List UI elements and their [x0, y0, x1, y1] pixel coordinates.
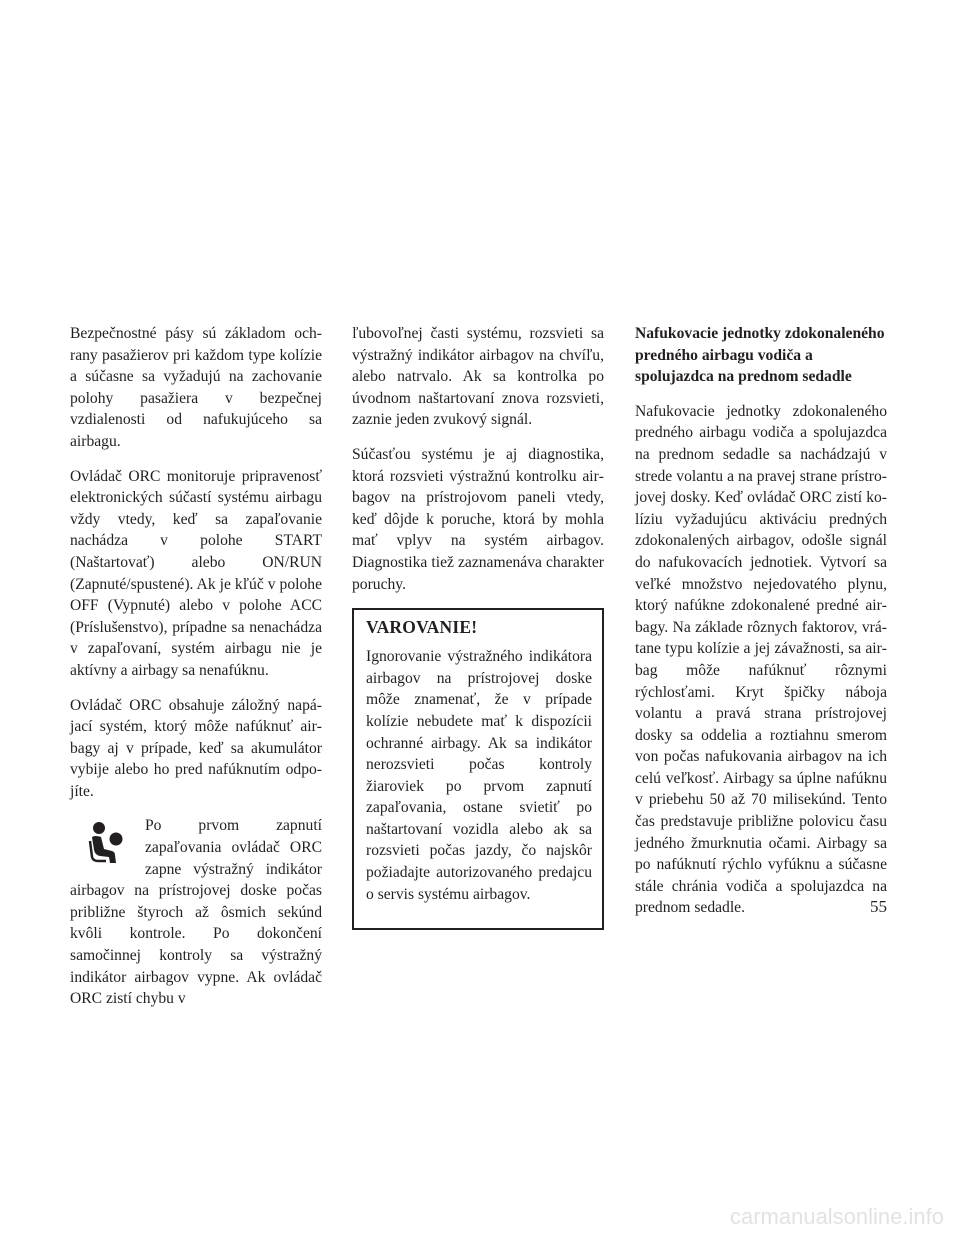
airbag-inflation-paragraph: Nafukovacie jednotky zdokonaleného predného airbagu vodiča a spolujazdca na prednom sedadle sa nachádzajú v strede volantu a na pravej strane prístrojovej dosky. Keď ovládač ORC zistí kolíziu vyžadujúcu aktiváciu predných zdokonalených airbagov, odošle signál do nafukovacích jednotiek. Vytvorí sa veľké množstvo nejedovatého plynu, ktorý nafúkne zdokonalené predné airbagy. Na základe rôznych faktorov, vrátane typu kolízie a jej závažnosti, sa airbag môže nafúknuť rôznymi rýchlosťami. Kryt špičky náboja volantu a pravá strana prístrojovej dosky sa oddelia a roztiahnu smerom von počas nafukovania airbagov na ich celú veľkosť. Airbagy sa úplne nafúknu v priebehu 50 až 70 milisekúnd. Tento čas predstavuje približne polovicu času jedného žmurknutia očami. Airbagy sa po nafúknutí rýchlo vyfúknu a súčasne stále chránia vodiča a spolujazdca na prednom sedadle. [635, 402, 887, 917]
diagnostics-paragraph: Súčasťou systému je aj diagnostika, ktorá rozsvieti výstražnú kontrolku airbagov na prístrojovom paneli vtedy, keď dôjde k poruche, ktorá by mohla mať vplyv na systém airbagov. Diagnostika tiež zaznamenáva charakter poruchy. [352, 445, 604, 593]
column-left [70, 323, 322, 1023]
fault-indication-paragraph: ľubovoľnej časti systému, rozsvieti sa výstražný indikátor airbagov na chvíľu, alebo natrvalo. Ak sa kontrolka po úvodnom naštartovaní znova rozsvieti, zaznie jeden zvukový signál. [352, 325, 604, 429]
airbag-warning-icon [82, 817, 130, 867]
airbag-indicator-paragraph [70, 815, 322, 1009]
warning-box [352, 608, 604, 930]
column-middle [352, 323, 604, 930]
warning-title: VAROVANIE! [366, 617, 478, 638]
airbag-indicator-text: Po prvom zapnutí zapaľovania ovládač ORC zapne výstražný indikátor airbagov na prístrojovej doske počas približne štyroch až ôsmich sekúnd kvôli kontrole. Po dokončení samočinnej kontroly sa výstražný indikátor airbagov vypne. Ak ovládač ORC zistí chybu v [70, 817, 322, 1008]
column-right [635, 323, 887, 932]
backup-power-paragraph: Ovládač ORC obsahuje záložný napájací systém, ktorý môže nafúknuť airbagy aj v prípade, keď sa akumulátor vybije alebo ho pred nafúknutím odpojíte. [70, 696, 322, 800]
section-heading: Nafukovacie jednotky zdokonaleného predného airbagu vodiča a spolujazdca na prednom sedadle [635, 325, 885, 386]
seatbelt-paragraph: Bezpečnostné pásy sú základom ochrany pasažierov pri každom type kolízie a súčasne sa vyžadujú na zachovanie polohy pasažiera v bezpečnej vzdialenosti od nafukujúceho sa airbagu. [70, 325, 322, 450]
warning-text: Ignorovanie výstražného indikátora airbagov na prístrojovej doske môže znamenať, že v prípade kolízie nebudete mať k dispozícii ochranné airbagy. Ak sa indikátor nerozsvieti počas kontroly žiaroviek po prvom zapnutí zapaľovania, ostane svietiť po naštartovaní vozidla alebo ak sa rozsvieti počas jazdy, čo najskôr požiadajte autorizovaného predajcu o servis systému airbagov. [366, 648, 592, 903]
orc-monitoring-paragraph: Ovládač ORC monitoruje pripravenosť elektronických súčastí systému airbagu vždy vtedy, keď sa zapaľovanie nachádza v polohe START (Naštartovať) alebo ON/RUN (Zapnuté/spustené). Ak je kľúč v polohe OFF (Vypnuté) alebo v polohe ACC (Príslušenstvo), prípadne sa nenachádza v zapaľovaní, systém airbagu nie je aktívny a airbagy sa nenafúknu. [70, 467, 322, 679]
watermark: carmanualsonline.info [729, 1204, 944, 1229]
page-number: 55 [870, 897, 887, 916]
